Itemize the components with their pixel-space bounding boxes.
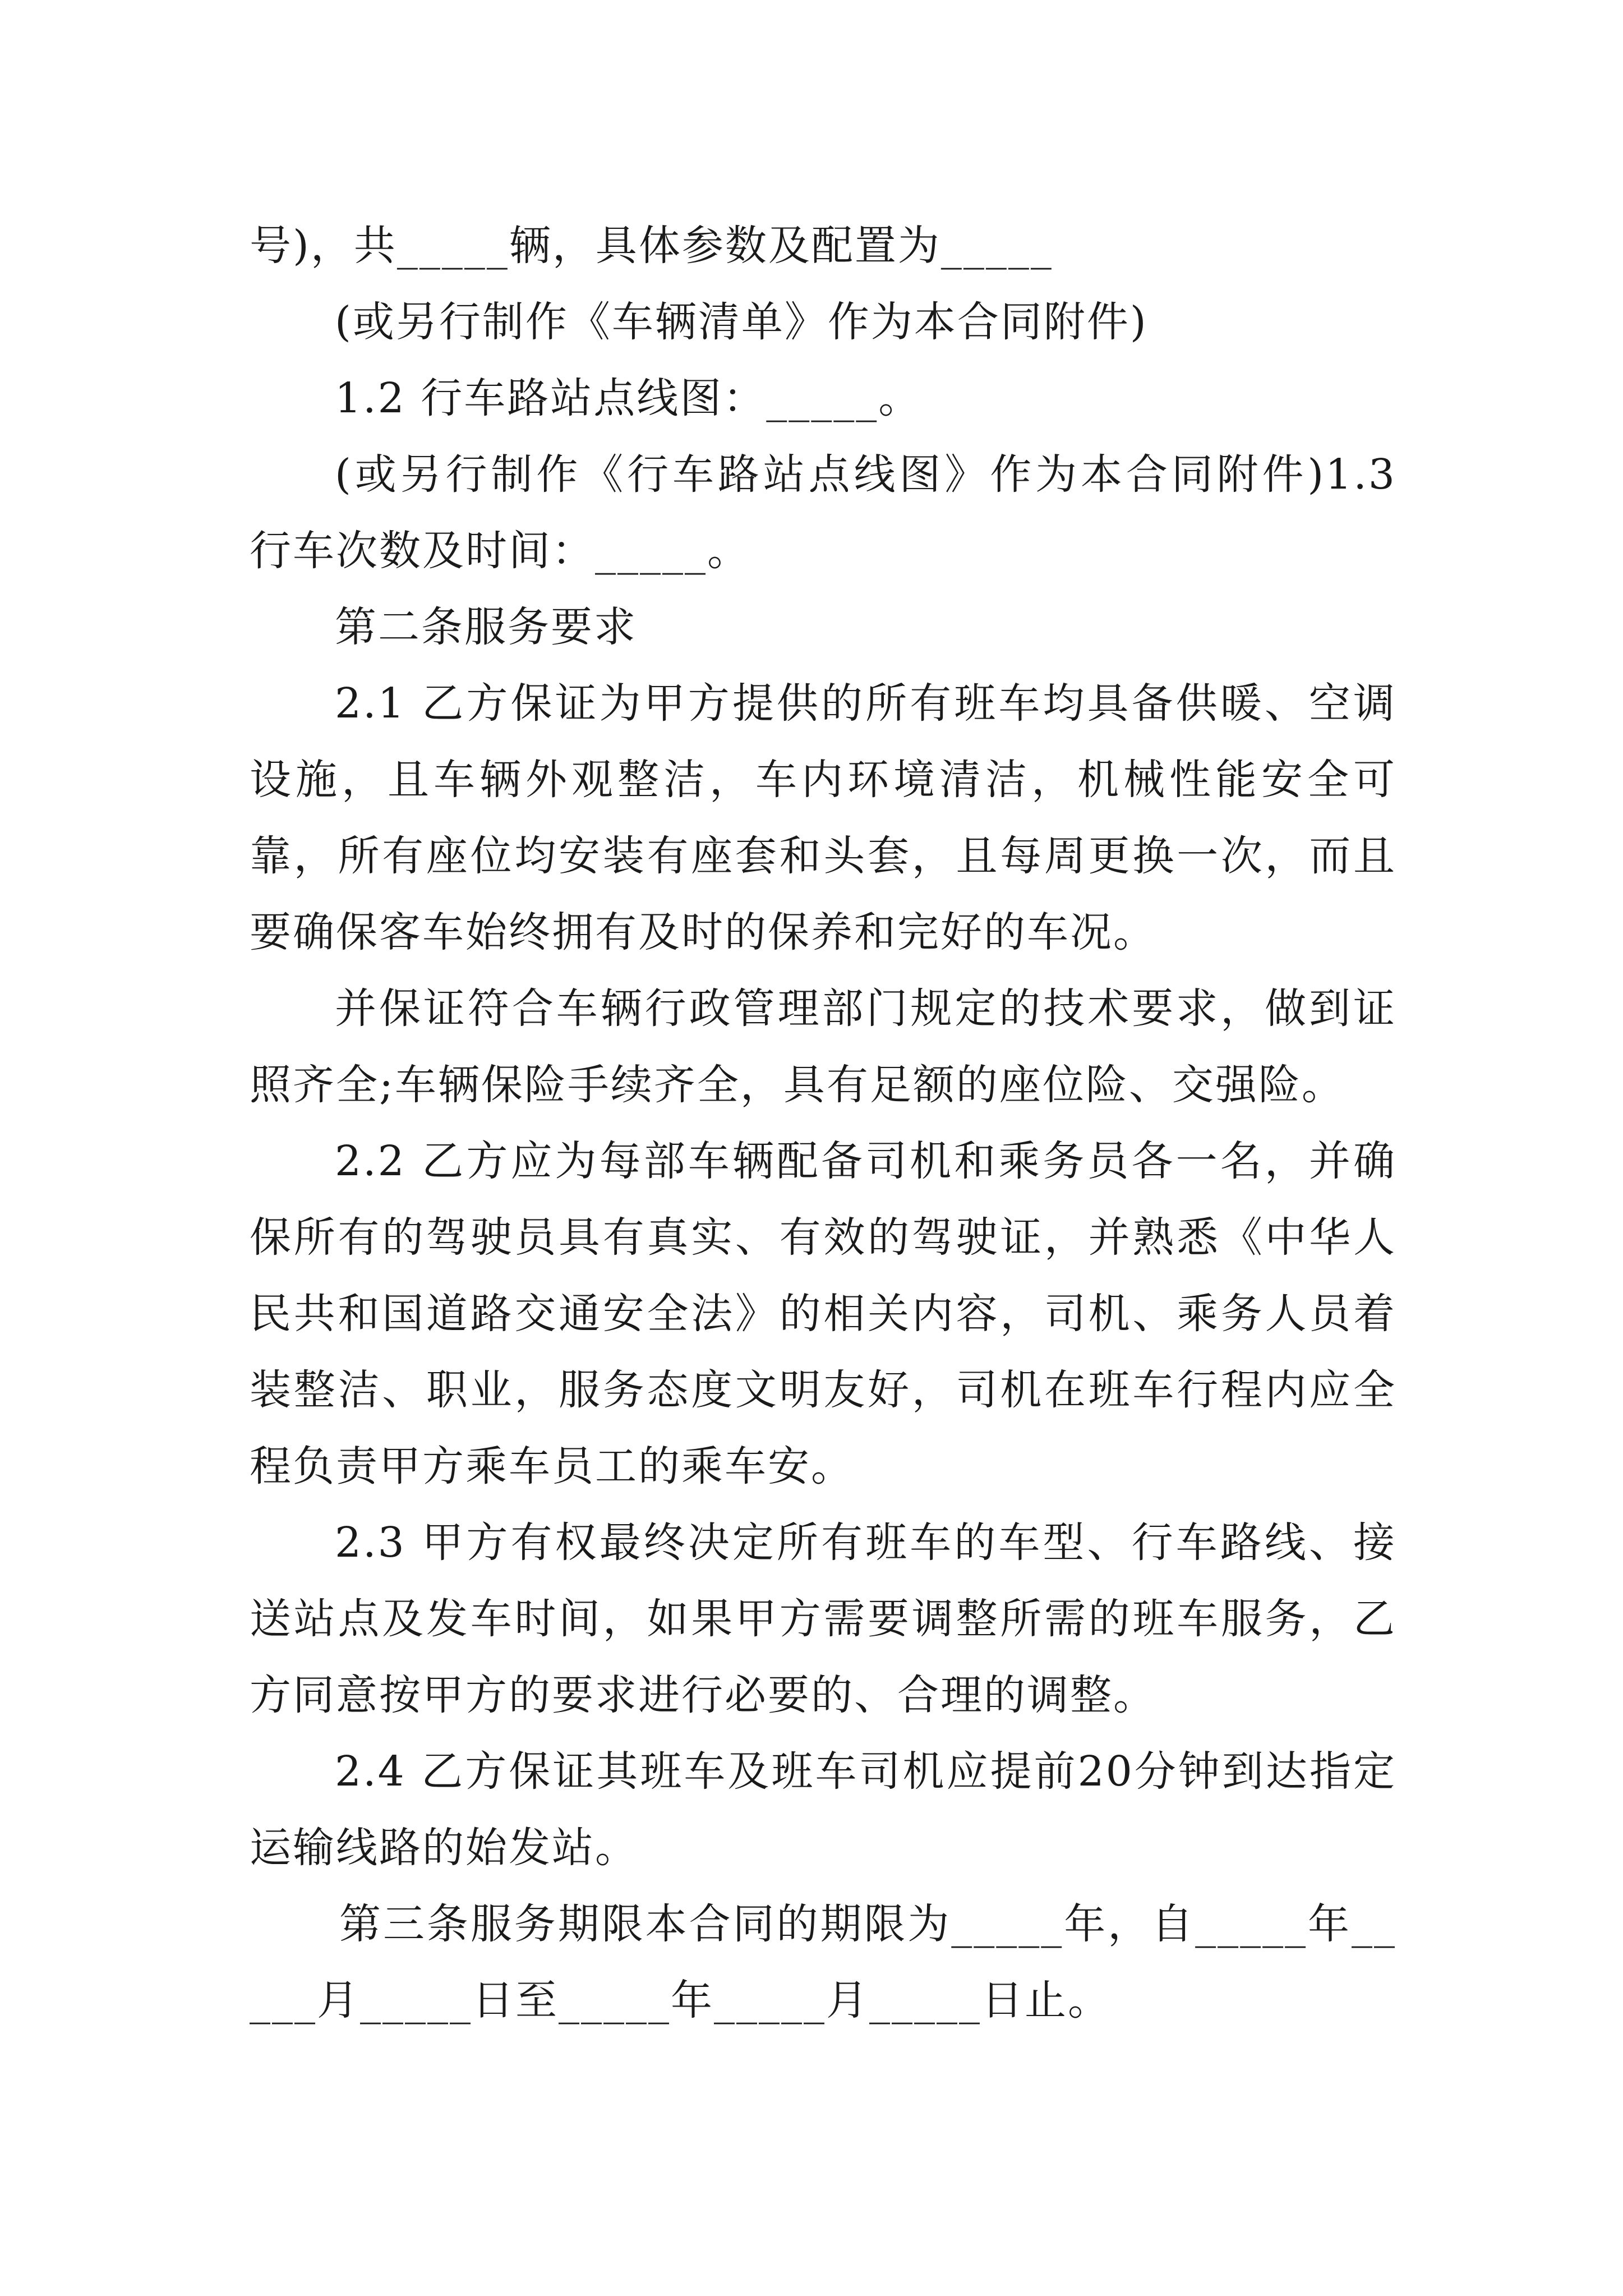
paragraph-clause-2-2: 2.2 乙方应为每部车辆配备司机和乘务员各一名，并确保所有的驾驶员具有真实、有效的驾驶证，并熟悉《中华人民共和国道路交通安全法》的相关内容，司机、乘务人员着装整洁、职业，服务态度文明友好，司机在班车行程内应全程负责甲方乘车员工的乘车安。 [250,1137,1396,1490]
paragraph-clause-2-1: 2.1 乙方保证为甲方提供的所有班车均具备供暖、空调设施，且车辆外观整洁，车内环境清洁，机械性能安全可靠，所有座位均安装有座套和头套，且每周更换一次，而且要确保客车始终拥有及时的保养和完好的车况。 [250,679,1396,956]
paragraph-clause-2-3: 2.3 甲方有权最终决定所有班车的车型、行车路线、接送站点及发车时间，如果甲方需要调整所需的班车服务，乙方同意按甲方的要求进行必要的、合理的调整。 [250,1519,1396,1719]
paragraph-vehicle-list-note: (或另行制作《车辆清单》作为本合同附件) [335,298,1148,346]
paragraph-clause-2-4: 2.4 乙方保证其班车及班车司机应提前20分钟到达指定运输线路的始发站。 [250,1747,1396,1872]
paragraph-service-term: 第三条服务期限本合同的期限为_____年，自_____年_____月_____日至_____年_____月_____日止。 [250,1900,1396,2024]
paragraph-route-map-note: (或另行制作《行车路站点线图》作为本合同附件)1.3 行车次数及时间：_____。 [250,450,1396,575]
document-body [250,208,1396,2039]
section-heading-service-requirements: 第二条服务要求 [335,603,637,651]
paragraph-technical-requirements: 并保证符合车辆行政管理部门规定的技术要求，做到证照齐全;车辆保险手续齐全，具有足额的座位险、交强险。 [250,984,1396,1109]
paragraph-route-map: 1.2 行车路站点线图：_____。 [335,374,922,422]
paragraph-vehicle-count: 号)，共_____辆，具体参数及配置为_____ [250,222,1053,270]
